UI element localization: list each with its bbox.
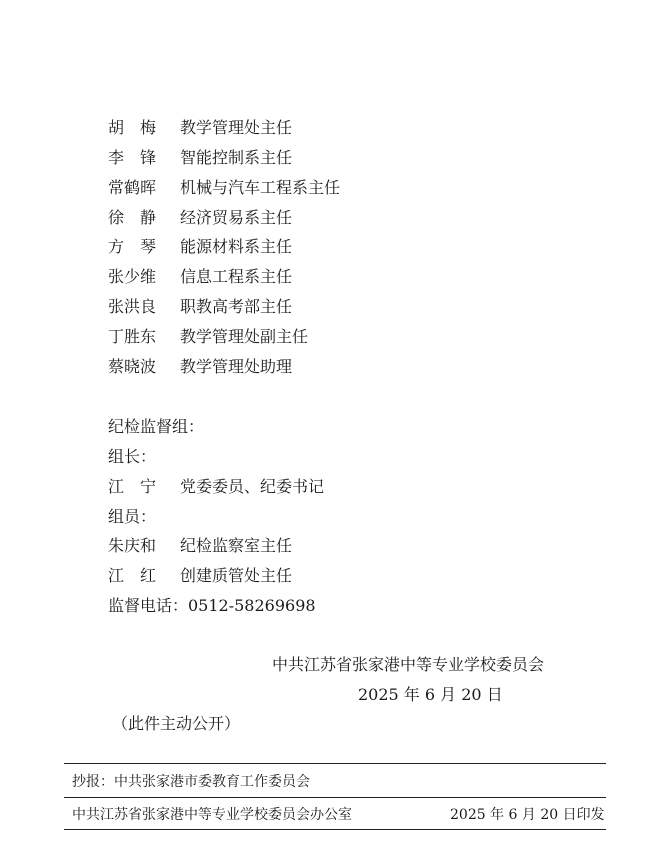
member-row [108,357,292,377]
member-row [108,237,292,257]
group-member-row [108,536,292,556]
signature-date: 2025 年 6 月 20 日 [358,685,503,704]
member-role: 能源材料系主任 [180,237,293,256]
member-role: 经济贸易系主任 [180,208,293,227]
discipline-heading: 纪检监督组： [108,417,205,436]
leader-name: 江 宁 [108,477,157,496]
member-row [108,327,308,347]
public-note: （此件主动公开） [112,714,241,733]
footer-middle-rule [64,797,606,798]
issue-date: 2025 年 6 月 20 日印发 [450,807,605,823]
footer-bottom-rule [64,829,606,830]
member-row [108,208,292,228]
member-row [108,267,292,287]
group-member-name: 朱庆和 [108,536,157,555]
member-role: 教学管理处助理 [180,357,293,376]
member-name: 胡 梅 [108,118,157,137]
member-row [108,118,292,138]
group-member-role: 纪检监察室主任 [180,536,293,555]
member-row [108,148,292,168]
member-name: 方 琴 [108,237,157,256]
member-role: 职教高考部主任 [180,297,293,316]
group-member-role: 创建质管处主任 [180,566,293,585]
supervision-phone: 监督电话：0512-58269698 [108,596,316,615]
member-name: 李 锋 [108,148,157,167]
members-label: 组员： [108,507,157,526]
leader-label: 组长： [108,447,157,466]
member-name: 张少维 [108,267,157,286]
member-name: 徐 静 [108,208,157,227]
footer-top-rule [64,763,606,764]
member-role: 信息工程系主任 [180,267,293,286]
member-role: 智能控制系主任 [180,148,293,167]
member-name: 蔡晓波 [108,357,157,376]
member-row [108,178,340,198]
member-name: 常鹤晖 [108,178,157,197]
member-name: 张洪良 [108,297,157,316]
group-member-name: 江 红 [108,566,157,585]
leader-row [108,477,324,497]
group-member-row [108,566,292,586]
member-role: 教学管理处副主任 [180,327,309,346]
issuer: 中共江苏省张家港中等专业学校委员会办公室 [72,807,352,823]
leader-role: 党委委员、纪委书记 [180,477,325,496]
member-name: 丁胜东 [108,327,157,346]
member-role: 教学管理处主任 [180,118,293,137]
member-row [108,297,292,317]
signature-org: 中共江苏省张家港中等专业学校委员会 [272,655,545,674]
cc-line: 抄报：中共张家港市委教育工作委员会 [72,774,310,790]
member-role: 机械与汽车工程系主任 [180,178,341,197]
